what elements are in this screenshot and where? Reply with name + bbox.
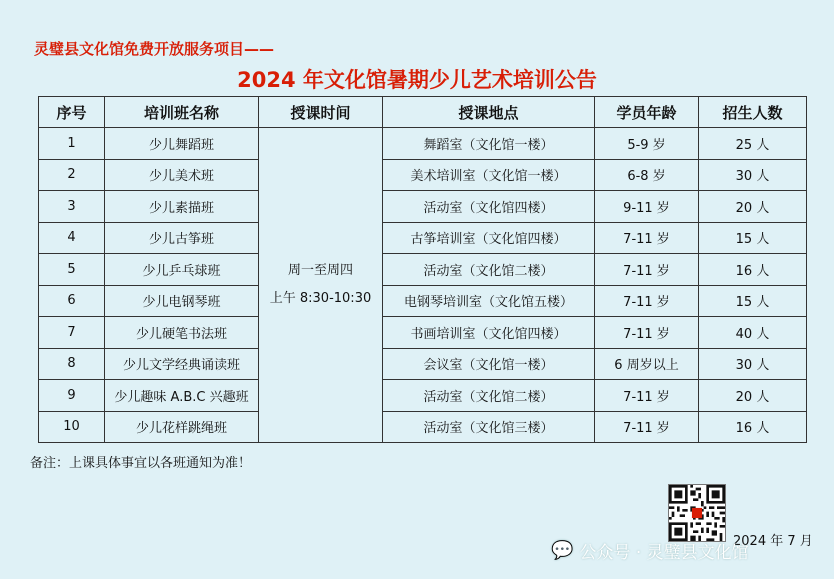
col-header-no: 序号	[39, 97, 105, 128]
table-row	[39, 191, 807, 223]
col-header-name: 培训班名称	[105, 97, 259, 128]
cell-no: 4	[39, 222, 105, 254]
cell-count: 15 人	[699, 222, 807, 254]
footnote: 备注：上课具体事宜以各班通知为准！	[30, 456, 252, 471]
cell-time	[259, 128, 383, 443]
cell-place: 活动室（文化馆二楼）	[383, 254, 595, 286]
cell-no: 2	[39, 159, 105, 191]
cell-name: 少儿美术班	[105, 159, 259, 191]
watermark	[551, 538, 749, 563]
cell-age: 7-11 岁	[595, 254, 699, 286]
watermark-text: 公众号 · 灵璧县文化馆	[579, 543, 749, 563]
qr-code-graphic	[669, 485, 725, 541]
cell-no: 3	[39, 191, 105, 223]
col-header-place: 授课地点	[383, 97, 595, 128]
cell-place: 美术培训室（文化馆一楼）	[383, 159, 595, 191]
cell-no: 6	[39, 285, 105, 317]
cell-no: 9	[39, 380, 105, 412]
cell-place: 活动室（文化馆四楼）	[383, 191, 595, 223]
table-row	[39, 285, 807, 317]
wechat-icon: 💬	[551, 540, 574, 561]
cell-name: 少儿硬笔书法班	[105, 317, 259, 349]
table-row	[39, 348, 807, 380]
cell-age: 6 周岁以上	[595, 348, 699, 380]
cell-no: 7	[39, 317, 105, 349]
cell-age: 5-9 岁	[595, 128, 699, 160]
cell-name: 少儿古筝班	[105, 222, 259, 254]
col-header-age: 学员年龄	[595, 97, 699, 128]
qr-logo-mark	[692, 508, 702, 518]
col-header-count: 招生人数	[699, 97, 807, 128]
cell-age: 7-11 岁	[595, 380, 699, 412]
time-hours: 上午 8:30-10:30	[269, 291, 372, 306]
time-days: 周一至周四	[287, 263, 353, 278]
cell-place: 古筝培训室（文化馆四楼）	[383, 222, 595, 254]
cell-name: 少儿花样跳绳班	[105, 411, 259, 443]
table-header-row	[39, 97, 807, 128]
table-row	[39, 254, 807, 286]
cell-count: 20 人	[699, 380, 807, 412]
cell-age: 7-11 岁	[595, 317, 699, 349]
cell-name: 少儿乒乓球班	[105, 254, 259, 286]
header-org: 灵璧县文化馆免费开放服务项目——	[34, 40, 275, 58]
cell-name: 少儿舞蹈班	[105, 128, 259, 160]
cell-no: 8	[39, 348, 105, 380]
cell-count: 40 人	[699, 317, 807, 349]
table-row	[39, 411, 807, 443]
cell-count: 20 人	[699, 191, 807, 223]
cell-place: 活动室（文化馆二楼）	[383, 380, 595, 412]
cell-name: 少儿电钢琴班	[105, 285, 259, 317]
table-row	[39, 128, 807, 160]
cell-age: 7-11 岁	[595, 285, 699, 317]
cell-name: 少儿趣味 A.B.C 兴趣班	[105, 380, 259, 412]
cell-name: 少儿文学经典诵读班	[105, 348, 259, 380]
cell-count: 30 人	[699, 348, 807, 380]
cell-age: 7-11 岁	[595, 411, 699, 443]
cell-no: 1	[39, 128, 105, 160]
table-row	[39, 380, 807, 412]
cell-count: 16 人	[699, 254, 807, 286]
cell-no: 5	[39, 254, 105, 286]
table-row	[39, 159, 807, 191]
issue-date: 2024 年 7 月	[733, 534, 813, 549]
cell-place: 书画培训室（文化馆四楼）	[383, 317, 595, 349]
cell-count: 15 人	[699, 285, 807, 317]
cell-count: 25 人	[699, 128, 807, 160]
cell-age: 6-8 岁	[595, 159, 699, 191]
page-title: 2024 年文化馆暑期少儿艺术培训公告	[237, 68, 597, 92]
cell-place: 活动室（文化馆三楼）	[383, 411, 595, 443]
cell-no: 10	[39, 411, 105, 443]
cell-count: 30 人	[699, 159, 807, 191]
schedule-table	[38, 96, 807, 443]
cell-age: 7-11 岁	[595, 222, 699, 254]
col-header-time: 授课时间	[259, 97, 383, 128]
cell-place: 会议室（文化馆一楼）	[383, 348, 595, 380]
cell-place: 舞蹈室（文化馆一楼）	[383, 128, 595, 160]
table-row	[39, 317, 807, 349]
cell-count: 16 人	[699, 411, 807, 443]
table-row	[39, 222, 807, 254]
cell-age: 9-11 岁	[595, 191, 699, 223]
qr-code-icon	[668, 484, 726, 542]
cell-name: 少儿素描班	[105, 191, 259, 223]
cell-place: 电钢琴培训室（文化馆五楼）	[383, 285, 595, 317]
